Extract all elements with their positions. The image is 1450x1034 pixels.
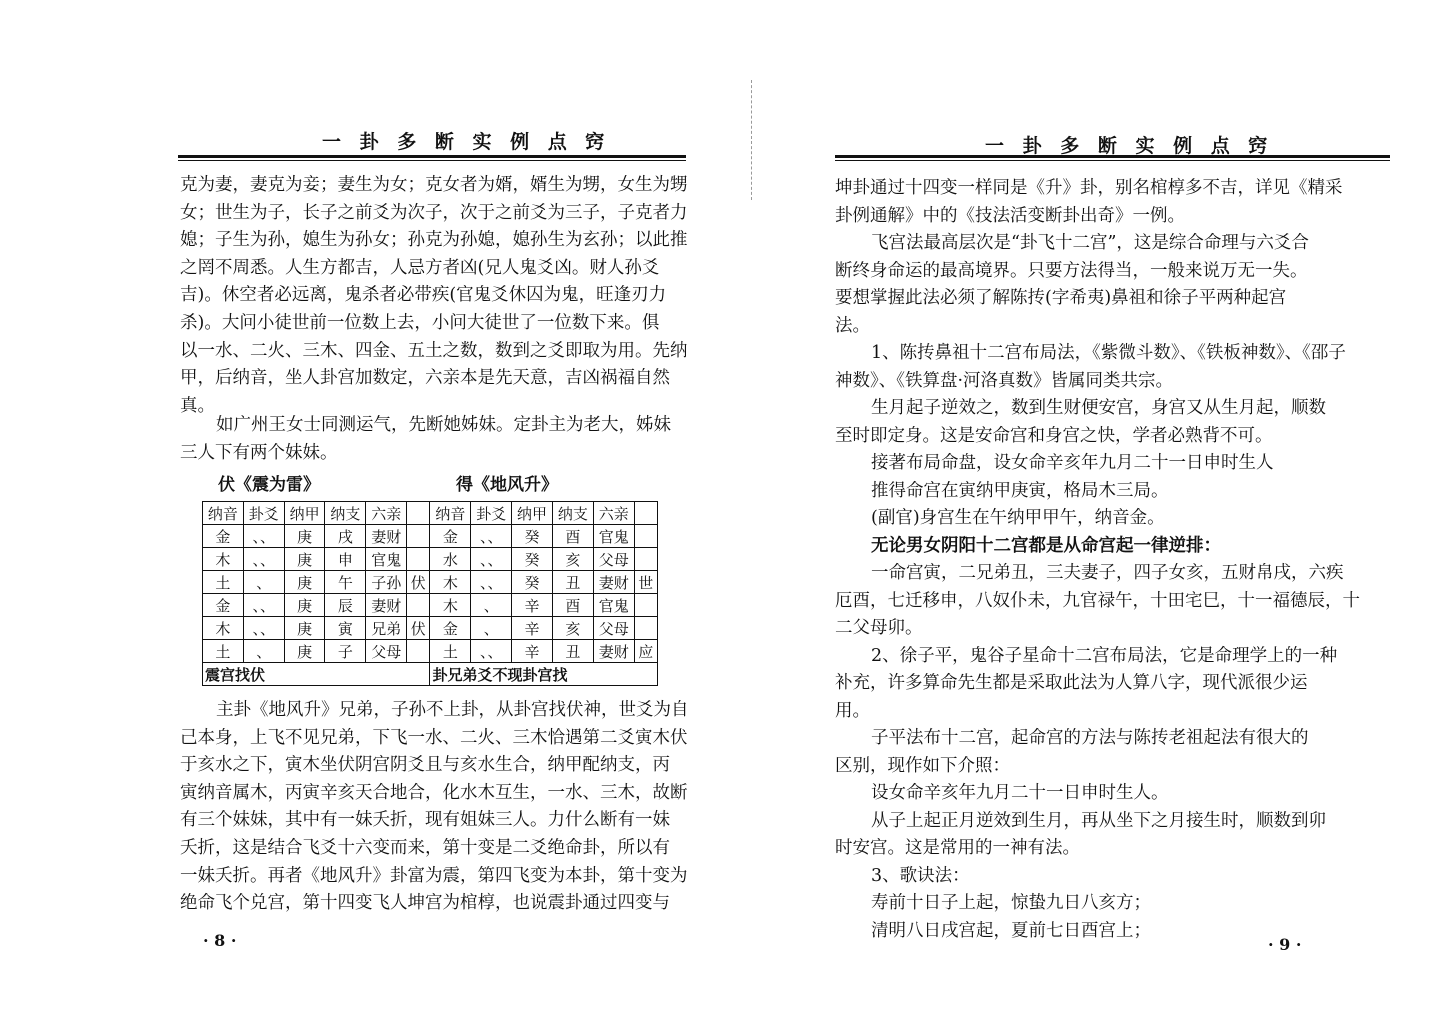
table-cell: 、 <box>243 571 284 594</box>
table-cell: 子 <box>325 640 366 663</box>
page-header: 一 卦 多 断 实 例 点 窍 <box>322 131 611 153</box>
table-cell: 辛 <box>512 640 553 663</box>
table-cell: 应 <box>634 640 657 663</box>
table-cell: 寅 <box>325 617 366 640</box>
table-cell: 亥 <box>552 548 593 571</box>
table-cell: 亥 <box>552 617 593 640</box>
table-cell: 、、 <box>243 548 284 571</box>
text-line: 以一水、二火、三木、四金、五土之数，数到之爻即取为用。先纳 <box>180 340 688 361</box>
text-line: 卦例通解》中的《技法活变断卦出奇》一例。 <box>835 205 1185 226</box>
table-cell: 父母 <box>593 548 634 571</box>
text-line: 三人下有两个妹妹。 <box>180 442 338 463</box>
table-cell: 、、 <box>471 571 512 594</box>
text-line: 媳；子生为孙，媳生为孙女；孙克为孙媳，媳孙生为玄孙；以此推 <box>180 230 688 251</box>
table-cell: 土 <box>430 640 471 663</box>
text-line: 从子上起正月逆效到生月，再从坐下之月接生时，顺数到卯 <box>871 810 1326 831</box>
text-line: 厄酉，七迁移申，八奴仆未，九官禄午，十田宅巳，十一福德辰，十 <box>835 590 1360 611</box>
table-cell: 土 <box>203 571 244 594</box>
text-line: 杀)。大问小徒世前一位数上去，小问大徒世了一位数下来。俱 <box>180 313 660 333</box>
header-rule-thin <box>178 160 686 161</box>
table-cell: 丑 <box>552 571 593 594</box>
text-line: 要想掌握此法必须了解陈抟(字希夷)鼻祖和徐子平两种起宫 <box>835 288 1287 308</box>
table-cell: 午 <box>325 571 366 594</box>
text-line: 于亥水之下，寅木坐伏阴宫阴爻且与亥水生合，纳甲配纳支，丙 <box>180 755 670 776</box>
table-cell: 酉 <box>552 594 593 617</box>
text-line: 寅纳音属木，丙寅辛亥天合地合，化水木互生，一水、三木，故断 <box>180 782 688 803</box>
table-cell: 、、 <box>243 594 284 617</box>
table-cell: 纳支 <box>325 502 366 525</box>
page-number: · 9 · <box>1268 935 1302 954</box>
text-line: 生月起子逆效之，数到生财便安宫，身宫又从生月起，顺数 <box>871 398 1326 418</box>
text-line: 时安宫。这是常用的一神有法。 <box>835 838 1080 858</box>
table-cell: 癸 <box>512 571 553 594</box>
text-line: 1、陈抟鼻祖十二宫布局法，《紫微斗数》、《铁板神数》、《邵子 <box>871 343 1346 363</box>
table-cell: 父母 <box>366 640 407 663</box>
header-rule <box>178 155 686 158</box>
table-cell: 木 <box>430 571 471 594</box>
right-page <box>725 0 1450 1034</box>
text-line: 甲，后纳音，坐人卦宫加数定，六亲本是先天意，吉凶祸福自然 <box>180 368 670 389</box>
page-header: 一 卦 多 断 实 例 点 窍 <box>985 135 1274 157</box>
table-cell: 卦爻 <box>243 502 284 525</box>
table-cell: 卦兄弟爻不现卦宫找 <box>430 663 658 686</box>
text-line: 推得命宫在寅纳甲庚寅，格局木三局。 <box>871 480 1169 501</box>
table-row <box>203 548 658 571</box>
table-cell: 、、 <box>471 640 512 663</box>
table-cell: 庚 <box>284 617 325 640</box>
text-line: 接著布局命盘，设女命辛亥年九月二十一日申时生人 <box>871 453 1274 473</box>
table-cell: 妻财 <box>366 594 407 617</box>
table-cell: 纳音 <box>430 502 471 525</box>
table-cell: 卦爻 <box>471 502 512 525</box>
text-line: 一妹夭折。再者《地风升》卦富为震，第四飞变为本卦，第十变为 <box>180 865 688 886</box>
text-line: 用。 <box>835 700 870 721</box>
table-cell: 兄弟 <box>366 617 407 640</box>
table-cell: 子孙 <box>366 571 407 594</box>
table-cell: 、、 <box>471 548 512 571</box>
table-cell: 六亲 <box>366 502 407 525</box>
text-line: 夭折，这是结合飞爻十六变而来，第十变是二爻绝命卦，所以有 <box>180 838 670 858</box>
table-cell <box>407 502 430 525</box>
text-line: 3、歌诀法： <box>871 865 970 886</box>
table-cell <box>407 640 430 663</box>
table-row <box>203 617 658 640</box>
table-header-row <box>203 502 658 525</box>
table-cell: 官鬼 <box>593 594 634 617</box>
text-line: 吉)。休空者必远离，鬼杀者必带疾(官鬼爻休囚为鬼，旺逢刃力 <box>180 285 667 306</box>
table-row <box>203 571 658 594</box>
text-line: 真。 <box>180 395 215 416</box>
text-line: 有三个妹妹，其中有一妹夭折，现有姐妹三人。力什么断有一妹 <box>180 810 670 831</box>
table-cell <box>407 525 430 548</box>
text-line: 如广州王女士同测运气，先断她姊妹。定卦主为老大，姊妹 <box>216 415 671 435</box>
table-footer-row <box>203 663 658 686</box>
table-cell: 申 <box>325 548 366 571</box>
table-cell <box>634 548 657 571</box>
table-cell: 辛 <box>512 594 553 617</box>
table-cell <box>634 594 657 617</box>
table-row <box>203 525 658 548</box>
hexagram-table <box>202 501 658 686</box>
table-cell: 、 <box>471 594 512 617</box>
table-cell: 庚 <box>284 571 325 594</box>
table-cell: 六亲 <box>593 502 634 525</box>
table-cell: 、、 <box>243 617 284 640</box>
table-row <box>203 594 658 617</box>
table-cell: 、 <box>243 640 284 663</box>
text-line: 清明八日戌宫起，夏前七日酉宫上； <box>871 920 1151 941</box>
table-cell: 庚 <box>284 525 325 548</box>
text-line: 之罔不周悉。人生方都吉，人忌方者凶(兄人鬼爻凶。财人孙爻 <box>180 257 660 278</box>
table-cell: 庚 <box>284 594 325 617</box>
text-line: 己本身，上飞不见兄弟，下飞一水、二火、三木恰遇第二爻寅木伏 <box>180 727 688 748</box>
text-line: (副官)身宫生在午纳甲甲午，纳音金。 <box>871 508 1165 528</box>
table-cell: 、、 <box>243 525 284 548</box>
table-cell: 辰 <box>325 594 366 617</box>
table-cell: 纳支 <box>552 502 593 525</box>
table-cell: 妻财 <box>593 640 634 663</box>
table-cell: 父母 <box>593 617 634 640</box>
text-line: 二父母卯。 <box>835 618 923 638</box>
table-caption-left: 伏《震为雷》 <box>218 475 320 495</box>
table-cell: 庚 <box>284 548 325 571</box>
text-line: 无论男女阴阳十二宫都是从命宫起一律逆排： <box>871 535 1221 556</box>
text-line: 补充，许多算命先生都是采取此法为人算八字，现代派很少运 <box>835 673 1308 693</box>
text-line: 克为妻，妻克为妾；妻生为女；克女者为婿，婿生为甥，女生为甥 <box>180 175 688 195</box>
table-cell: 纳甲 <box>284 502 325 525</box>
text-line: 断终身命运的最高境界。只要方法得当，一般来说万无一失。 <box>835 260 1308 281</box>
text-line: 设女命辛亥年九月二十一日申时生人。 <box>871 783 1169 803</box>
table-cell: 妻财 <box>593 571 634 594</box>
text-line: 法。 <box>835 315 870 336</box>
table-cell: 木 <box>203 548 244 571</box>
text-line: 主卦《地风升》兄弟，子孙不上卦，从卦宫找伏神，世爻为自 <box>216 700 689 720</box>
text-line: 女；世生为子，长子之前爻为次子，次于之前爻为三子，子克者力 <box>180 202 688 223</box>
table-cell: 金 <box>203 525 244 548</box>
text-line: 区别，现作如下介照： <box>835 755 1010 776</box>
header-rule <box>835 155 1390 158</box>
table-cell: 金 <box>430 525 471 548</box>
table-cell: 戌 <box>325 525 366 548</box>
table-cell: 伏 <box>407 571 430 594</box>
table-cell: 官鬼 <box>366 548 407 571</box>
table-cell: 妻财 <box>366 525 407 548</box>
table-cell: 酉 <box>552 525 593 548</box>
text-line: 绝命飞个兑宫，第十四变飞人坤宫为棺椁，也说震卦通过四变与 <box>180 893 670 914</box>
text-line: 坤卦通过十四变一样同是《升》卦，别名棺椁多不吉，详见《精采 <box>835 178 1343 198</box>
text-line: 寿前十日子上起，惊蛰九日八亥方； <box>871 893 1151 913</box>
table-cell: 土 <box>203 640 244 663</box>
table-cell: 纳音 <box>203 502 244 525</box>
table-cell: 官鬼 <box>593 525 634 548</box>
table-cell: 纳甲 <box>512 502 553 525</box>
table-caption-right: 得《地风升》 <box>456 475 558 495</box>
table-cell: 庚 <box>284 640 325 663</box>
header-rule-thin <box>835 160 1390 161</box>
table-cell: 、 <box>471 617 512 640</box>
table-cell <box>407 594 430 617</box>
table-cell: 、、 <box>471 525 512 548</box>
text-line: 一命宫寅，二兄弟丑，三夫妻子，四子女亥，五财帛戌，六疾 <box>871 563 1344 583</box>
table-cell <box>634 525 657 548</box>
text-line: 飞宫法最高层次是“卦飞十二宫”，这是综合命理与六爻合 <box>871 233 1309 253</box>
text-line: 至时即定身。这是安命宫和身宫之快，学者必熟背不可。 <box>835 425 1273 446</box>
table-cell <box>634 502 657 525</box>
text-line: 子平法布十二宫，起命宫的方法与陈抟老祖起法有很大的 <box>871 728 1309 748</box>
table-cell: 水 <box>430 548 471 571</box>
table-cell: 金 <box>430 617 471 640</box>
table-cell: 金 <box>203 594 244 617</box>
table-cell: 丑 <box>552 640 593 663</box>
text-line: 2、徐子平，鬼谷子星命十二宫布局法，它是命理学上的一种 <box>871 645 1338 666</box>
table-cell <box>407 548 430 571</box>
text-line: 神数》、《铁算盘·河洛真数》皆属同类共宗。 <box>835 370 1174 391</box>
table-cell: 木 <box>203 617 244 640</box>
table-cell: 伏 <box>407 617 430 640</box>
page-number: · 8 · <box>203 931 237 950</box>
table-cell: 震宫找伏 <box>203 663 430 686</box>
table-cell: 木 <box>430 594 471 617</box>
table-cell: 世 <box>634 571 657 594</box>
table-cell <box>634 617 657 640</box>
table-cell: 癸 <box>512 548 553 571</box>
table-cell: 癸 <box>512 525 553 548</box>
table-cell: 辛 <box>512 617 553 640</box>
table-row <box>203 640 658 663</box>
